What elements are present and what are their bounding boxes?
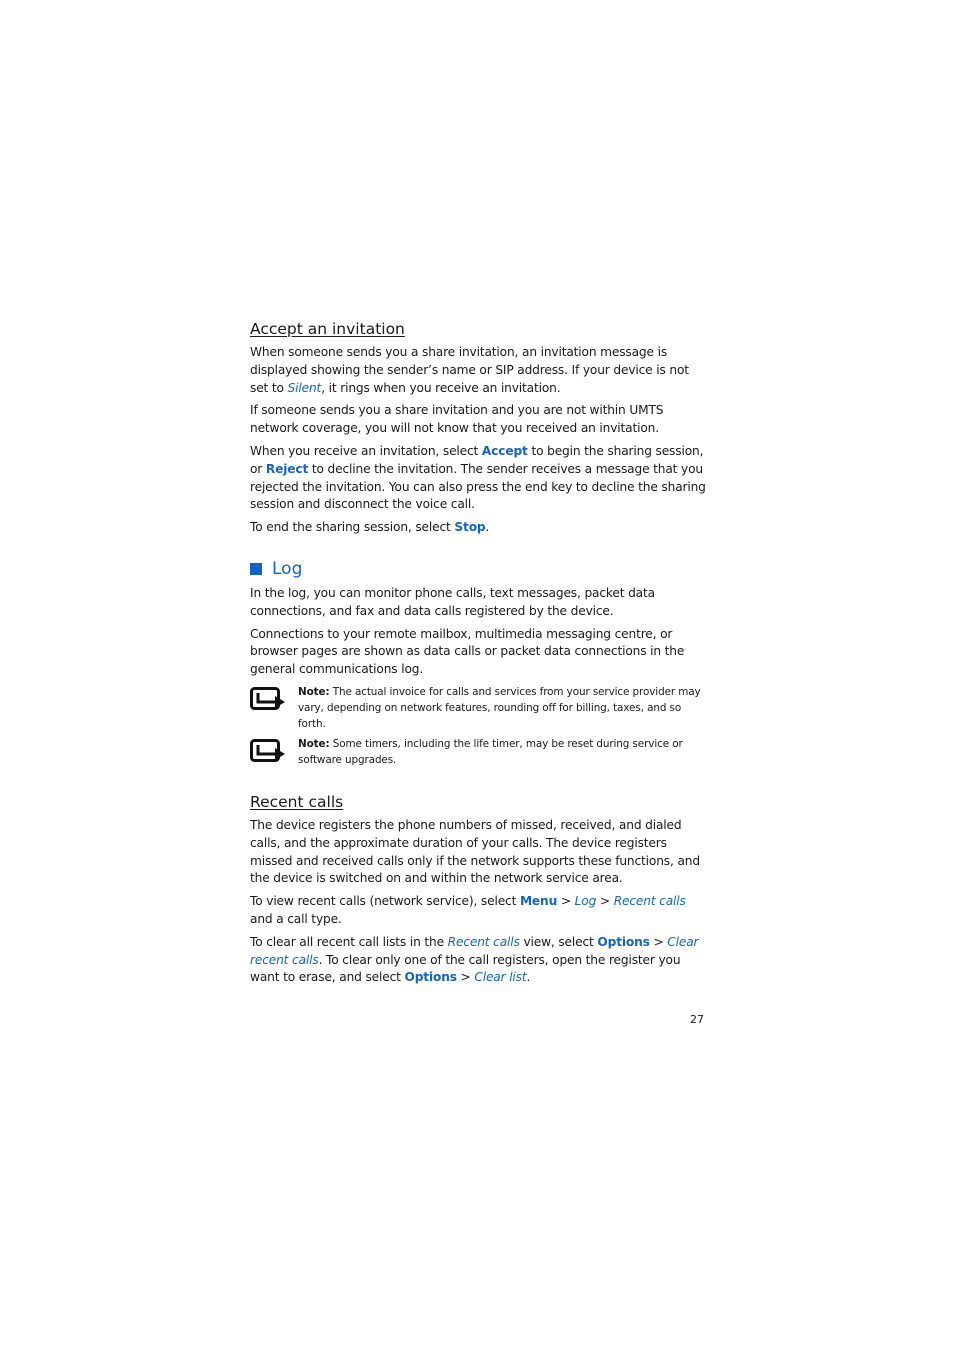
paragraph: If someone sends you a share invitation and you are not within UMTS network coverage, you will not know that you received an invitation. bbox=[250, 403, 664, 436]
stop-ref: Stop bbox=[454, 520, 486, 535]
log-ref: Log bbox=[574, 894, 597, 909]
paragraph: Connections to your remote mailbox, multimedia messaging centre, or browser pages are shown as data calls or packet data connections in the general communications log. bbox=[250, 626, 685, 677]
clear-list-ref: Clear list bbox=[474, 970, 527, 985]
heading-recent-calls: Recent calls bbox=[250, 792, 344, 811]
menu-ref: Menu bbox=[519, 894, 558, 909]
accept-ref: Accept bbox=[481, 443, 528, 458]
options-ref: Options bbox=[404, 970, 457, 985]
paragraph: To view recent calls (network service), select Menu > Log > Recent calls and a call type. bbox=[250, 894, 686, 926]
paragraph: In the log, you can monitor phone calls, text messages, packet data connections, and fax and data calls registered by the device. bbox=[250, 585, 655, 618]
paragraph: To clear all recent call lists in the Recent calls view, select Options > Clear recent calls. To clear only one of the call registers, open the register you want to erase, and select Options > Clear list. bbox=[250, 934, 699, 985]
recent-calls-ref: Recent calls bbox=[613, 894, 686, 909]
paragraph: To end the sharing session, select Stop. bbox=[250, 520, 490, 535]
note-text: Note: Some timers, including the life timer, may be reset during service or software upgrades. bbox=[298, 737, 683, 766]
note-block bbox=[250, 736, 708, 769]
page-content bbox=[250, 318, 708, 992]
options-ref: Options bbox=[597, 934, 650, 949]
paragraph: The device registers the phone numbers of missed, received, and dialed calls, and the approximate duration of your calls. The device registers missed and received calls only if the network supports these functions, and the device is switched on and within the network service area. bbox=[250, 817, 700, 886]
section-title: Log bbox=[272, 558, 303, 579]
heading-accept-invitation: Accept an invitation bbox=[250, 320, 405, 338]
paragraph: When you receive an invitation, select Accept to begin the sharing session, or Reject to decline the invitation. The sender receives a message that you rejected the invitation. You can also press the end key to decline the sharing session and disconnect the voice call. bbox=[250, 443, 706, 512]
silent-ref: Silent bbox=[287, 380, 322, 395]
reject-ref: Reject bbox=[265, 461, 309, 476]
clear-recent-calls-ref: Clear recent calls bbox=[250, 934, 699, 967]
note-text: Note: The actual invoice for calls and services from your service provider may vary, depending on network features, rounding off for billing, taxes, and so forth. bbox=[298, 685, 701, 730]
heading-log bbox=[250, 557, 708, 581]
page-number: 27 bbox=[690, 1013, 704, 1026]
note-icon bbox=[250, 684, 298, 732]
paragraph: When someone sends you a share invitation, an invitation message is displayed showing the sender’s name or SIP address. If your device is not set to Silent, it rings when you receive an invitation. bbox=[250, 345, 689, 395]
recent-calls-ref: Recent calls bbox=[447, 934, 520, 949]
blue-square-icon bbox=[250, 563, 262, 575]
note-icon bbox=[250, 736, 298, 769]
note-block bbox=[250, 684, 708, 732]
